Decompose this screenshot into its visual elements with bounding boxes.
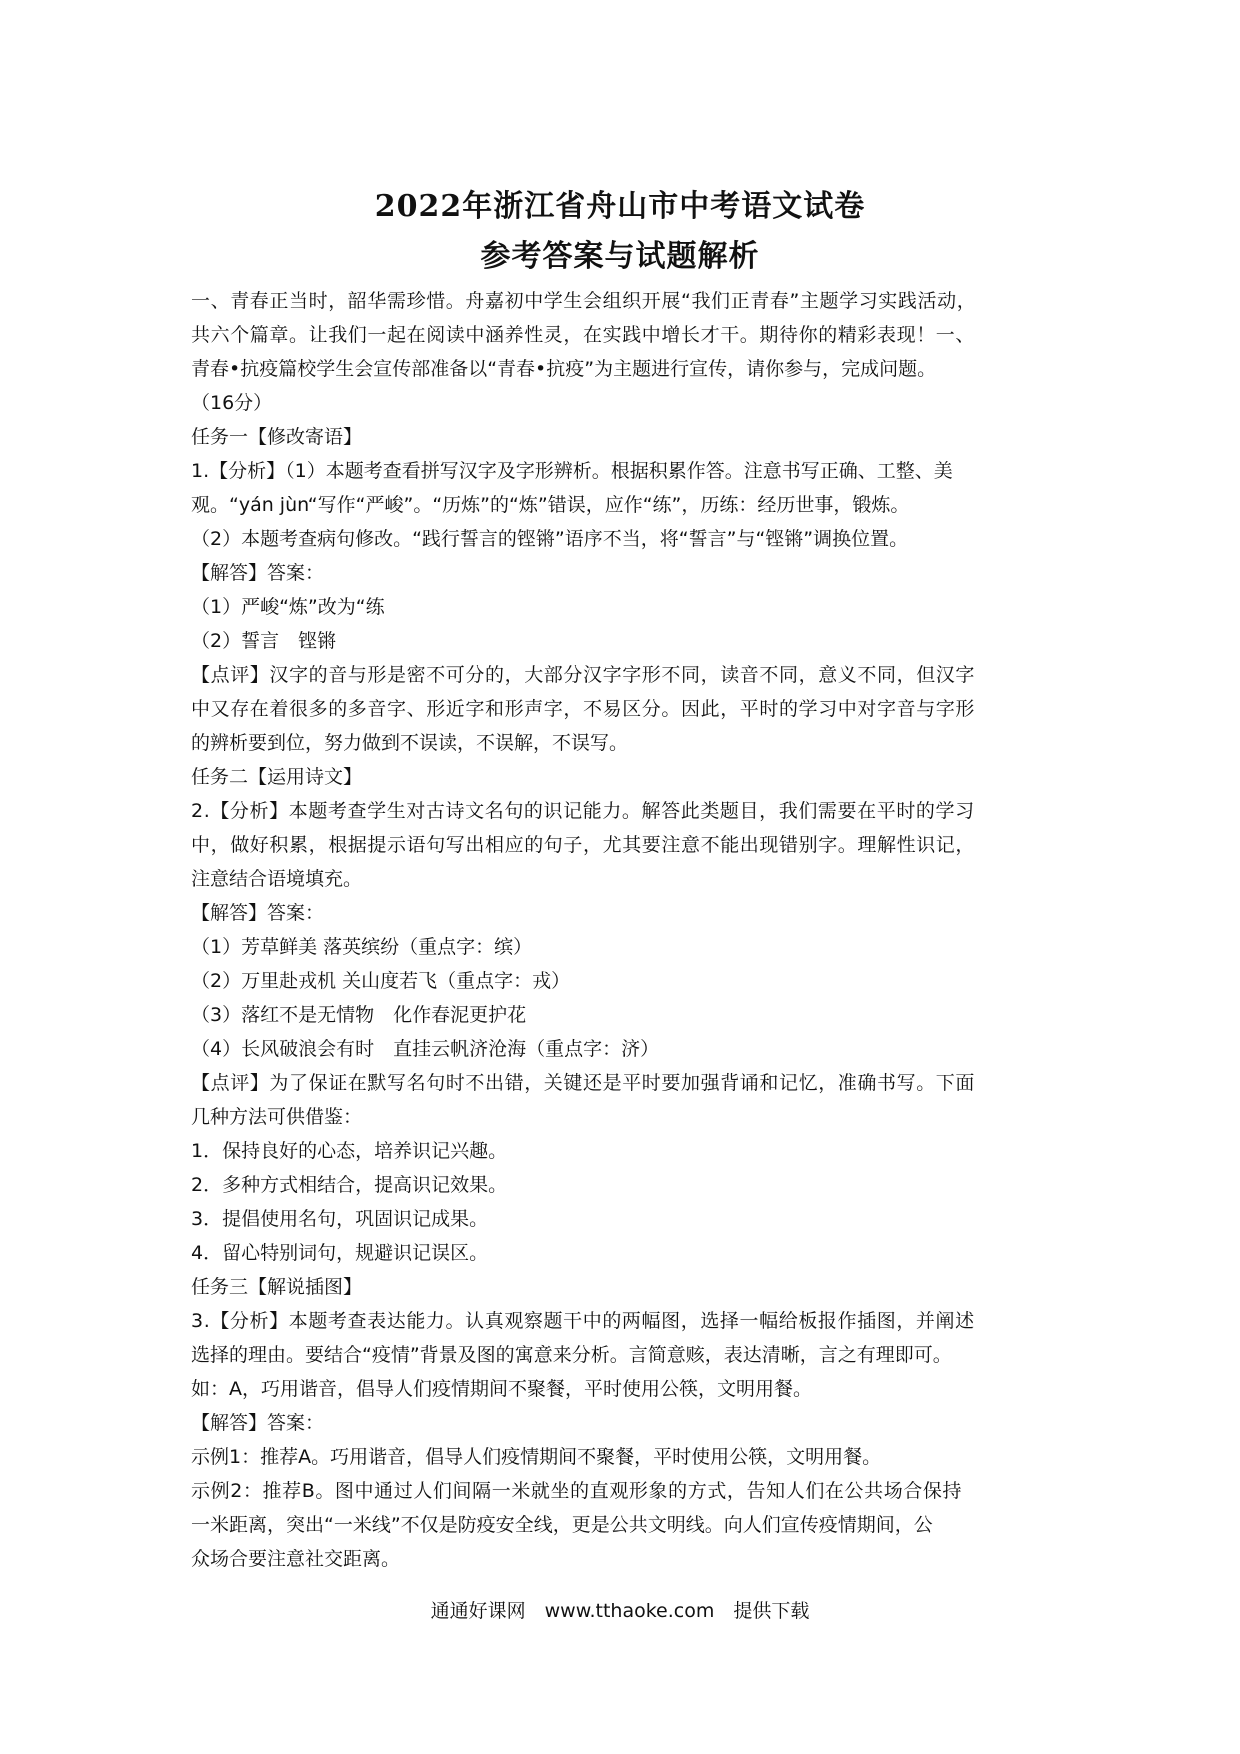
answer-item: （1）芳草鲜美 落英缤纷（重点字：缤） xyxy=(191,936,533,958)
body-line: 选择的理由。要结合“疫情”背景及图的寓意来分析。言简意赅，表达清晰，言之有理即可。 xyxy=(191,1344,952,1366)
section-heading: 任务一【修改寄语】 xyxy=(191,426,363,448)
footer-source: 通通好课网 www.tthaoke.com 提供下载 xyxy=(430,1600,810,1622)
document-subtitle: 参考答案与试题解析 xyxy=(480,239,760,274)
list-item: 3．提倡使用名句，巩固识记成果。 xyxy=(191,1208,489,1230)
list-item: 4．留心特别词句，规避识记误区。 xyxy=(191,1242,489,1264)
body-line: 的辨析要到位，努力做到不误读，不误解，不误写。 xyxy=(191,732,629,754)
body-line: 注意结合语境填充。 xyxy=(191,868,363,890)
body-line: 一、青春正当时，韶华需珍惜。舟嘉初中学生会组织开展“我们正青春”主题学习实践活动， xyxy=(191,290,977,312)
list-item: 2．多种方式相结合，提高识记效果。 xyxy=(191,1174,508,1196)
body-line: 【点评】为了保证在默写名句时不出错，关键还是平时要加强背诵和记忆，准确书写。下面 xyxy=(191,1072,976,1094)
answer-item: （4）长风破浪会有时 直挂云帆济沧海（重点字：济） xyxy=(191,1038,660,1060)
document-body xyxy=(191,284,1059,1576)
section-heading: 任务三【解说插图】 xyxy=(191,1276,363,1298)
section-heading: 任务二【运用诗文】 xyxy=(191,766,363,788)
body-line: 中，做好积累，根据提示语句写出相应的句子，尤其要注意不能出现错别字。理解性识记， xyxy=(191,834,976,856)
answer-item: （1）严峻“炼”改为“练 xyxy=(191,596,385,618)
answer-label: 【解答】答案： xyxy=(191,902,325,924)
answer-label: 【解答】答案： xyxy=(191,1412,325,1434)
body-line: 2.【分析】本题考查学生对古诗文名句的识记能力。解答此类题目，我们需要在平时的学习 xyxy=(191,800,975,822)
list-item: 1．保持良好的心态，培养识记兴趣。 xyxy=(191,1140,508,1162)
answer-item: 示例1：推荐A。巧用谐音，倡导人们疫情期间不聚餐，平时使用公筷，文明用餐。 xyxy=(191,1446,882,1468)
body-line: 3.【分析】本题考查表达能力。认真观察题干中的两幅图，选择一幅给板报作插图，并阐述 xyxy=(191,1310,975,1332)
body-line: 共六个篇章。让我们一起在阅读中涵养性灵，在实践中增长才干。期待你的精彩表现！一、 xyxy=(191,324,976,346)
document-title: 2022年浙江省舟山市中考语文试卷 xyxy=(374,189,866,224)
body-line: 几种方法可供借鉴： xyxy=(191,1106,363,1128)
body-line: （16分） xyxy=(191,392,273,414)
answer-item: （3）落红不是无情物 化作春泥更护花 xyxy=(191,1004,527,1026)
body-line: 中又存在着很多的多音字、形近字和形声字，不易区分。因此，平时的学习中对字音与字形 xyxy=(191,698,976,720)
answer-item: （2）万里赴戎机 关山度若飞（重点字：戎） xyxy=(191,970,571,992)
answer-item: （2）誓言 铿锵 xyxy=(191,630,337,652)
body-line: 观。“yán jùn“写作“严峻”。“历炼”的“炼”错误，应作“练”，历练：经历世事，锻炼。 xyxy=(191,494,910,516)
title-block xyxy=(0,182,1240,282)
body-line: 1.【分析】（1）本题考查看拼写汉字及字形辨析。根据积累作答。注意书写正确、工整、美 xyxy=(191,460,953,482)
answer-label: 【解答】答案： xyxy=(191,562,325,584)
body-line: （2）本题考查病句修改。“践行誓言的铿锵”语序不当，将“誓言”与“铿锵”调换位置。 xyxy=(191,528,909,550)
body-line: 如：A，巧用谐音，倡导人们疫情期间不聚餐，平时使用公筷，文明用餐。 xyxy=(191,1378,812,1400)
body-line: 一米距离，突出“一米线”不仅是防疫安全线，更是公共文明线。向人们宣传疫情期间，公 xyxy=(191,1514,933,1536)
body-line: 众场合要注意社交距离。 xyxy=(191,1548,401,1570)
answer-item: 示例2：推荐B。图中通过人们间隔一米就坐的直观形象的方式，告知人们在公共场合保持 xyxy=(191,1480,963,1502)
body-line: 青春•抗疫篇校学生会宣传部准备以“青春•抗疫”为主题进行宣传，请你参与，完成问题。 xyxy=(191,358,937,380)
body-line: 【点评】汉字的音与形是密不可分的，大部分汉字字形不同，读音不同，意义不同，但汉字 xyxy=(191,664,976,686)
